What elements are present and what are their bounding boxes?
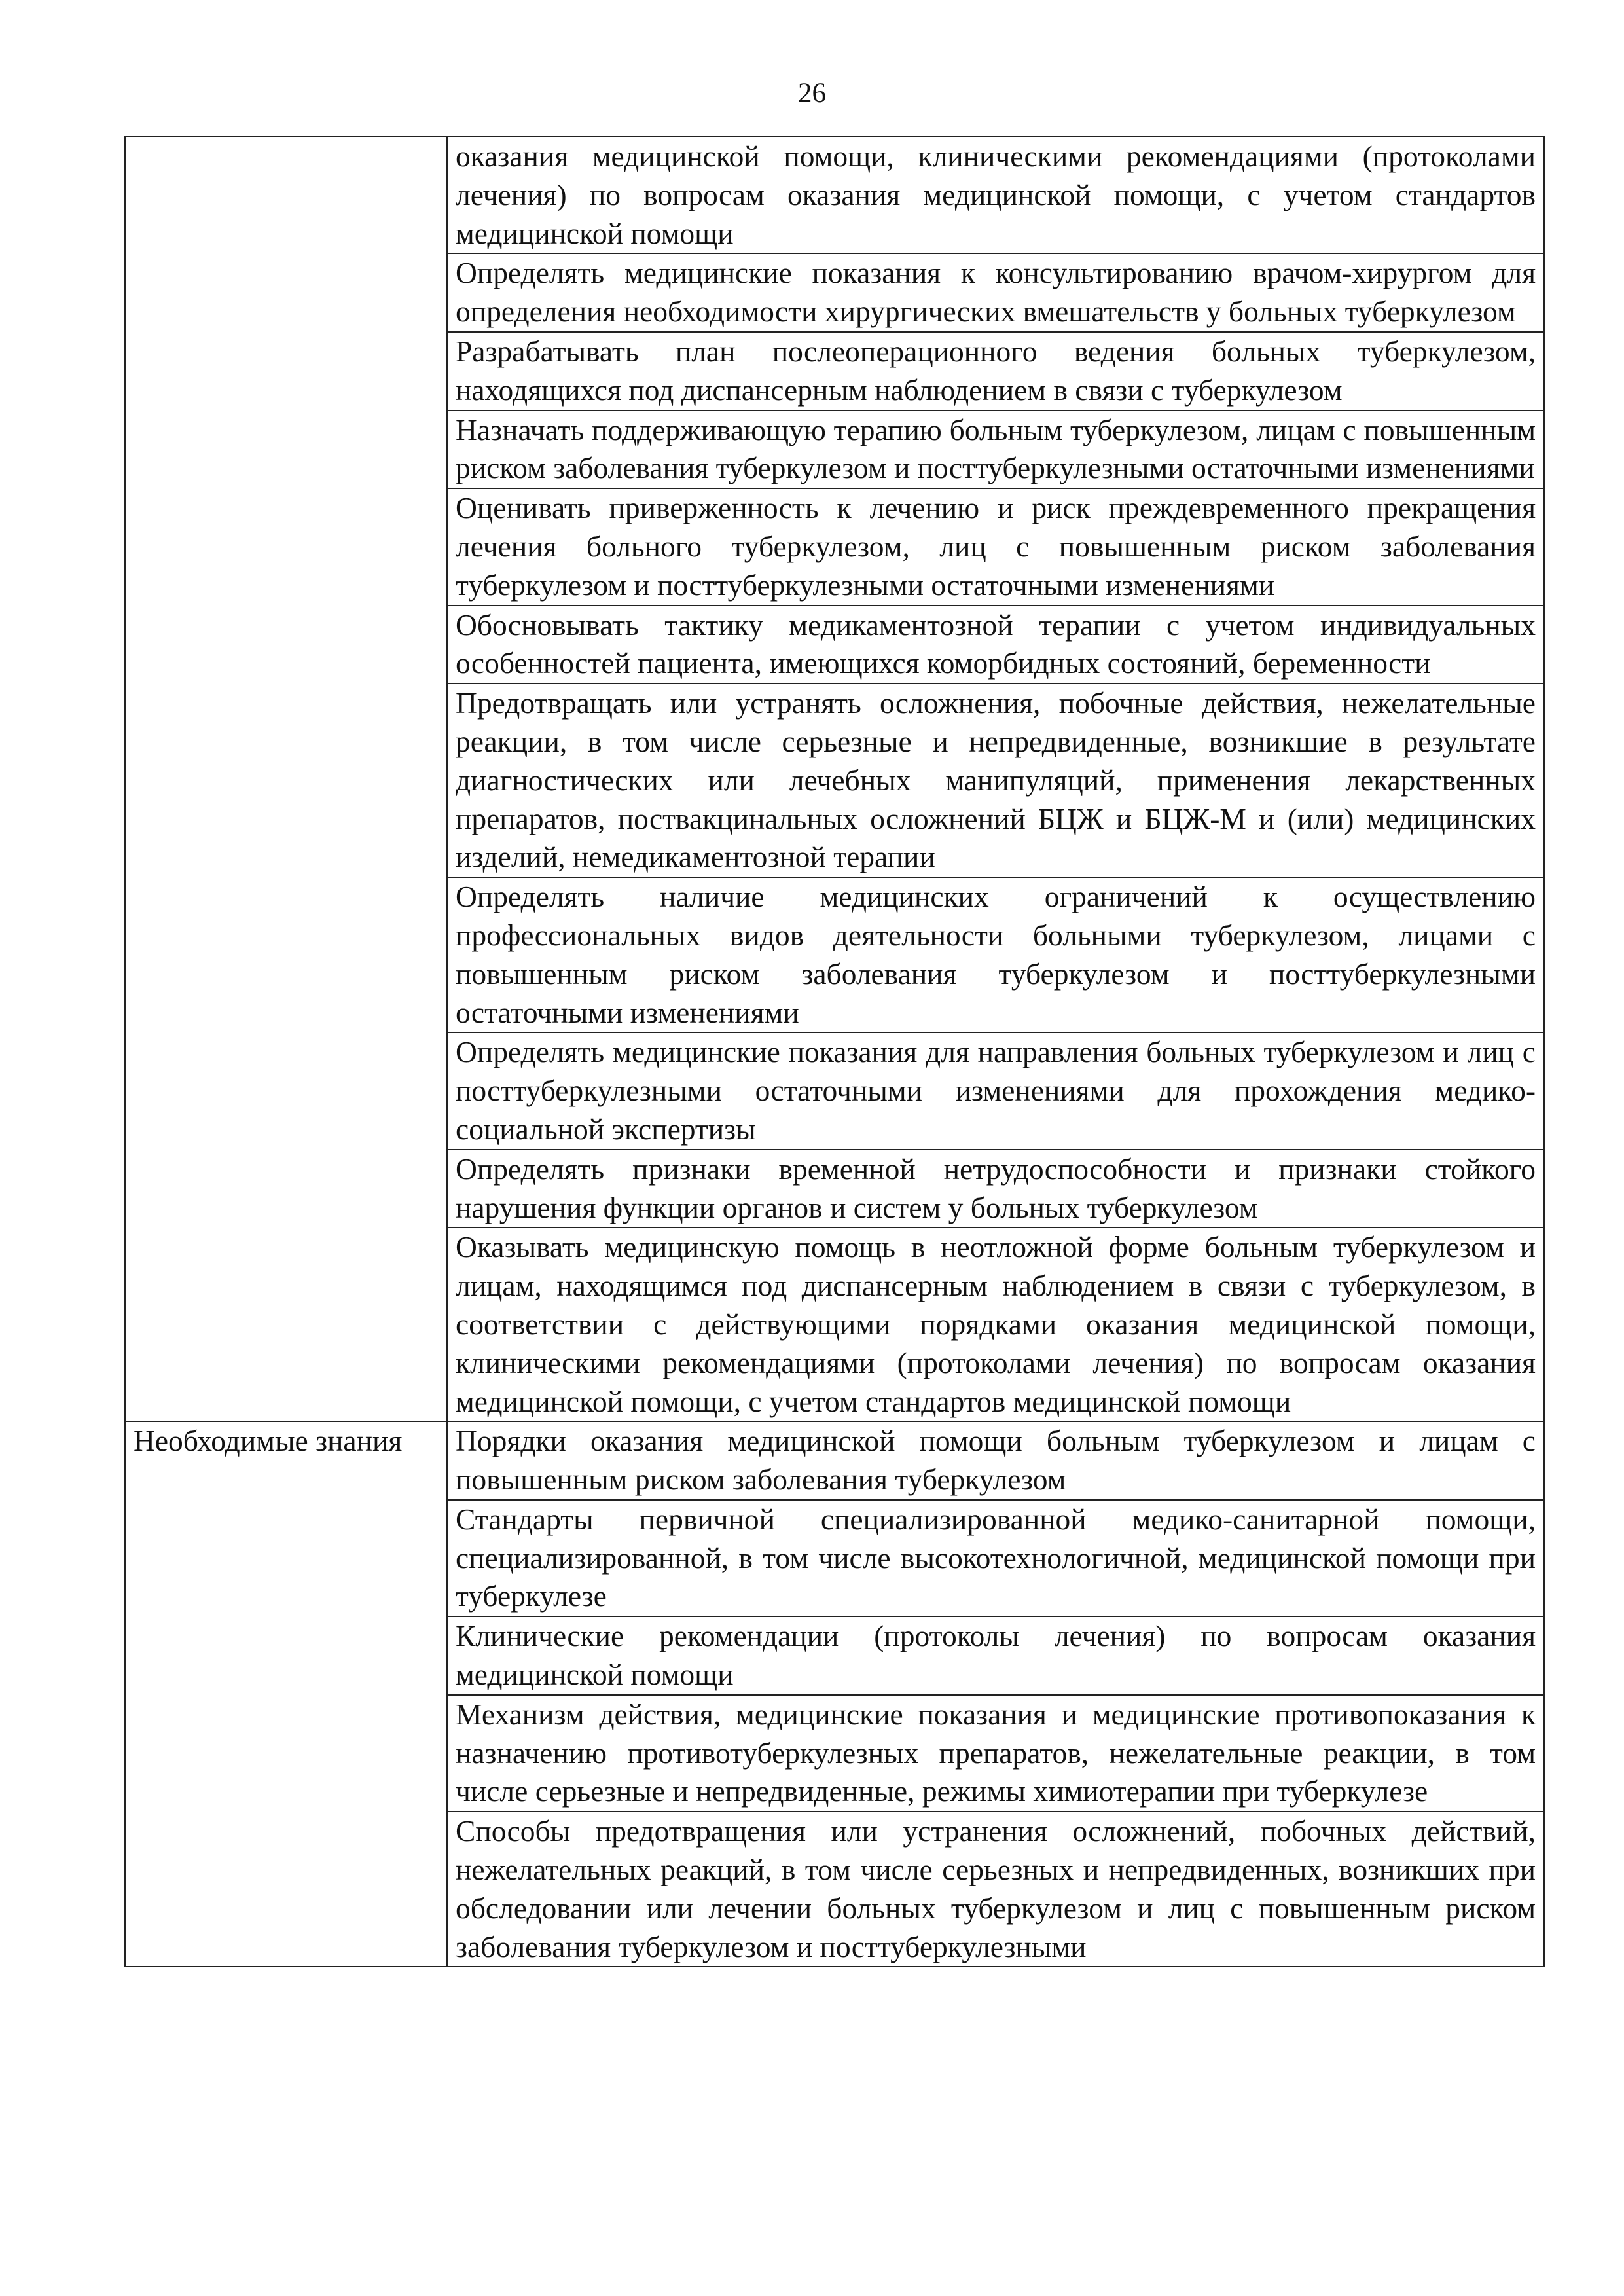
table-cell: Оценивать приверженность к лечению и риск преждевременного прекращения лечения больного туберкулезом, лиц с повышенным риском заболевания туберкулезом и посттуберкулезными остаточными изменениями [447, 488, 1544, 605]
knowledge-label: Необходимые знания [125, 1421, 447, 1967]
table-cell: Определять медицинские показания к консультированию врачом-хирургом для определения необходимости хирургических вмешательств у больных туберкулезом [447, 253, 1544, 332]
table-row [125, 137, 1544, 253]
page-number: 26 [798, 78, 826, 109]
table-cell: Предотвращать или устранять осложнения, побочные действия, нежелательные реакции, в том числе серьезные и непредвиденные, возникшие в результате диагностических или лечебных манипуляций, применения лекарственных препаратов, поствакцинальных осложнений БЦЖ и БЦЖ-М и (или) медицинских изделий, немедикаментозной терапии [447, 683, 1544, 877]
table-cell: Обосновывать тактику медикаментозной терапии с учетом индивидуальных особенностей пациента, имеющихся коморбидных состояний, беременности [447, 606, 1544, 684]
table-cell: Определять признаки временной нетрудоспособности и признаки стойкого нарушения функции органов и систем у больных туберкулезом [447, 1150, 1544, 1228]
table-cell: Определять наличие медицинских ограничений к осуществлению профессиональных видов деятельности больными туберкулезом, лицами с повышенным риском заболевания туберкулезом и посттуберкулезными остаточными изменениями [447, 877, 1544, 1032]
table-row [125, 1421, 1544, 1500]
competency-table [124, 136, 1545, 1967]
table-cell: Клинические рекомендации (протоколы лечения) по вопросам оказания медицинской помощи [447, 1616, 1544, 1695]
table-cell: Порядки оказания медицинской помощи больным туберкулезом и лицам с повышенным риском заболевания туберкулезом [447, 1421, 1544, 1500]
table-cell: Способы предотвращения или устранения осложнений, побочных действий, нежелательных реакций, в том числе серьезных и непредвиденных, возникших при обследовании или лечении больных туберкулезом и лиц с повышенным риском заболевания туберкулезом и посттуберкулезными [447, 1812, 1544, 1967]
table-cell: Определять медицинские показания для направления больных туберкулезом и лиц с посттуберкулезными остаточными изменениями для прохождения медико-социальной экспертизы [447, 1032, 1544, 1149]
table-cell: оказания медицинской помощи, клиническими рекомендациями (протоколами лечения) по вопросам оказания медицинской помощи, с учетом стандартов медицинской помощи [447, 137, 1544, 253]
table-cell: Стандарты первичной специализированной медико-санитарной помощи, специализированной, в том числе высокотехнологичной, медицинской помощи при туберкулезе [447, 1500, 1544, 1616]
table-cell: Оказывать медицинскую помощь в неотложной форме больным туберкулезом и лицам, находящимся под диспансерным наблюдением в связи с туберкулезом, в соответствии с действующими порядками оказания медицинской помощи, клиническими рекомендациями (протоколами лечения) по вопросам оказания медицинской помощи, с учетом стандартов медицинской помощи [447, 1228, 1544, 1421]
table-cell: Разрабатывать план послеоперационного ведения больных туберкулезом, находящихся под диспансерным наблюдением в связи с туберкулезом [447, 332, 1544, 410]
skills-label-cell [125, 137, 447, 1421]
table-cell: Назначать поддерживающую терапию больным туберкулезом, лицам с повышенным риском заболевания туберкулезом и посттуберкулезными остаточными изменениями [447, 410, 1544, 489]
table-cell: Механизм действия, медицинские показания и медицинские противопоказания к назначению противотуберкулезных препаратов, нежелательные реакции, в том числе серьезные и непредвиденные, режимы химиотерапии при туберкулезе [447, 1695, 1544, 1812]
